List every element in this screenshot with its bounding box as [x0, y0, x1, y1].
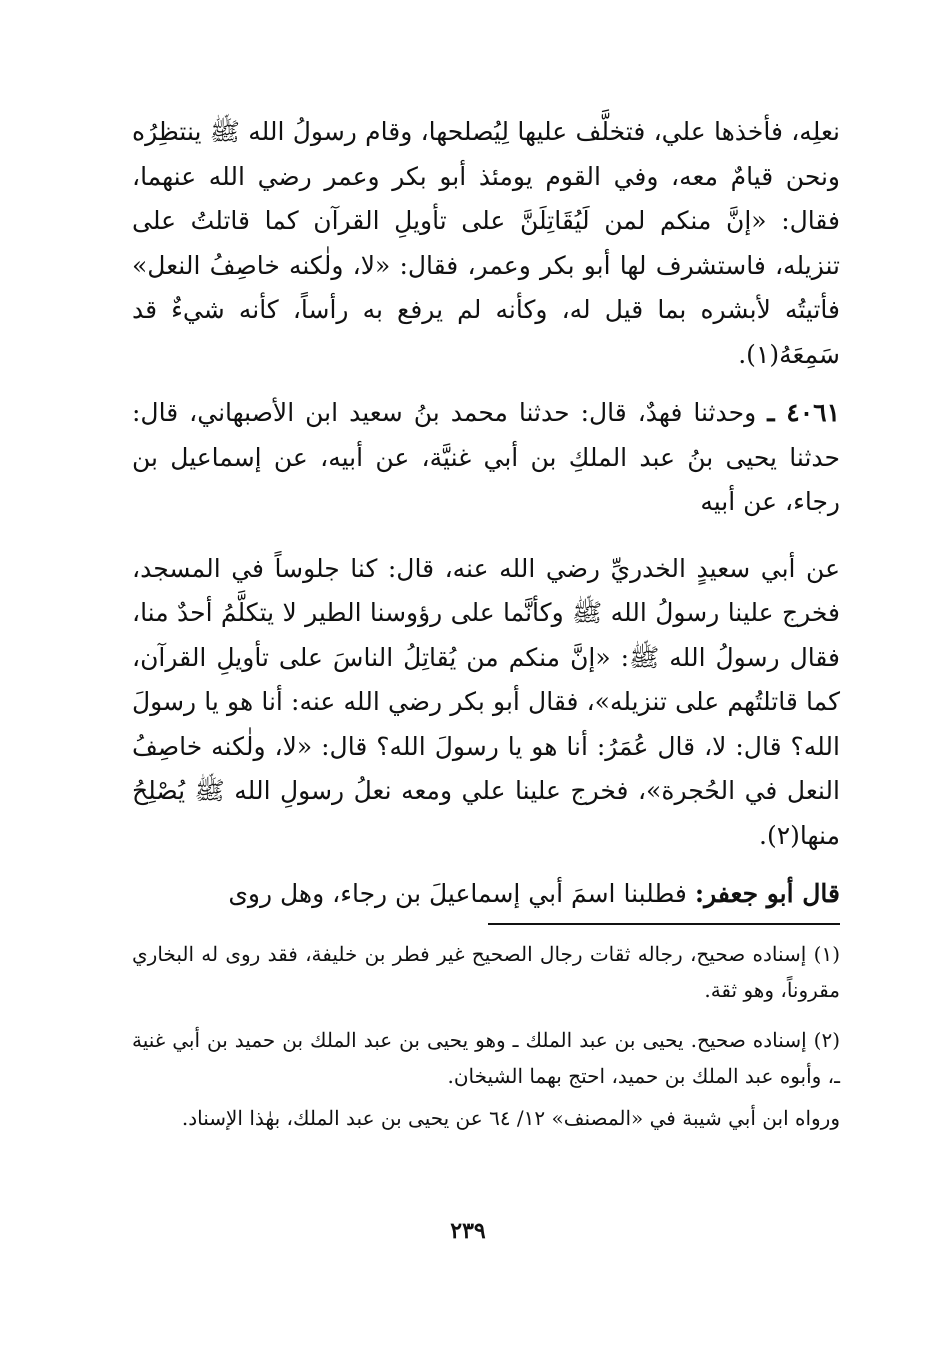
paragraph-4-lead: قال أبو جعفر: [694, 879, 840, 908]
paragraph-4-text: فطلبنا اسمَ أبي إسماعيلَ بن رجاء، وهل روى [228, 879, 687, 908]
paragraph-3 [132, 547, 840, 859]
footnote-2-continuation-text: ورواه ابن أبي شيبة في «المصنف» ١٢/ ٦٤ عن يحيى بن عبد الملك، بهٰذا الإسناد. [181, 1106, 840, 1130]
main-text [132, 110, 840, 917]
footnote-1-text: إسناده صحيح، رجاله ثقات رجال الصحيح غير فطر بن خليفة، فقد روى له البخاري مقروناً، وهو ثقة. [132, 942, 840, 1002]
footnote-2-continuation [132, 1100, 840, 1136]
footnotes [132, 936, 840, 1150]
hadith-number: ٤٠٦١ ـ [767, 398, 840, 427]
footnote-2-marker: (٢) [813, 1028, 841, 1052]
paragraph-3-text: عن أبي سعيدٍ الخدريِّ رضي الله عنه، قال: كنا جلوساً في المسجد، فخرج علينا رسولُ الله ﷺ وكأنَّما على رؤوسنا الطير لا يتكلَّمُ أحدٌ منا، فقال رسولُ الله ﷺ: «إنَّ منكم من يُقاتِلُ الناسَ على تأويلِ القرآن، كما قاتلتُهم على تنزيله»، فقال أبو بكر رضي الله عنه: أنا هو يا رسولَ الله؟ قال: لا، قال عُمَرُ: أنا هو يا رسولَ الله؟ قال: «لا، ولٰكنه خاصِفُ النعل في الحُجرة»، فخرج علينا علي ومعه نعلُ رسولِ الله ﷺ يُصْلِحُ منها(٢). [132, 553, 840, 850]
paragraph-4 [132, 872, 840, 917]
paragraph-1-text: نعلِه، فأخذها علي، فتخلَّف عليها لِيُصلحها، وقام رسولُ الله ﷺ ينتظِرُه ونحن قيامٌ معه، وفي القوم يومئذ أبو بكر وعمر رضي الله عنهما، فقال: «إنَّ منكم لمن لَيُقَاتِلَنَّ على تأويلِ القرآن كما قاتلتُ على تنزيله، فاستشرف لها أبو بكر وعمر، فقال: «لا، ولٰكنه خاصِفُ النعل» فأتيتُه لأبشره بما قيل له، وكأنه لم يرفع به رأساً، كأنه شيءٌ قد سَمِعَهُ(١). [132, 117, 840, 369]
paragraph-1 [132, 110, 840, 377]
paragraph-2 [132, 391, 840, 525]
footnote-2 [132, 1022, 840, 1094]
footnote-1-marker: (١) [813, 942, 840, 966]
footnote-2-text: إسناده صحيح. يحيى بن عبد الملك ـ وهو يحيى بن عبد الملك بن حميد بن أبي غنية ـ، وأبوه عبد الملك بن حميد، احتج بهما الشيخان. [132, 1028, 840, 1088]
footnote-divider [488, 923, 840, 925]
page-number: ٢٣٩ [450, 1218, 486, 1244]
footnote-1 [132, 936, 840, 1008]
paragraph-2-text: وحدثنا فهدٌ، قال: حدثنا محمد بنُ سعيد ابن الأصبهاني، قال: حدثنا يحيى بنُ عبد الملكِ بن أبي غنيَّة، عن أبيه، عن إسماعيل بن رجاء، عن أبيه [132, 398, 840, 516]
